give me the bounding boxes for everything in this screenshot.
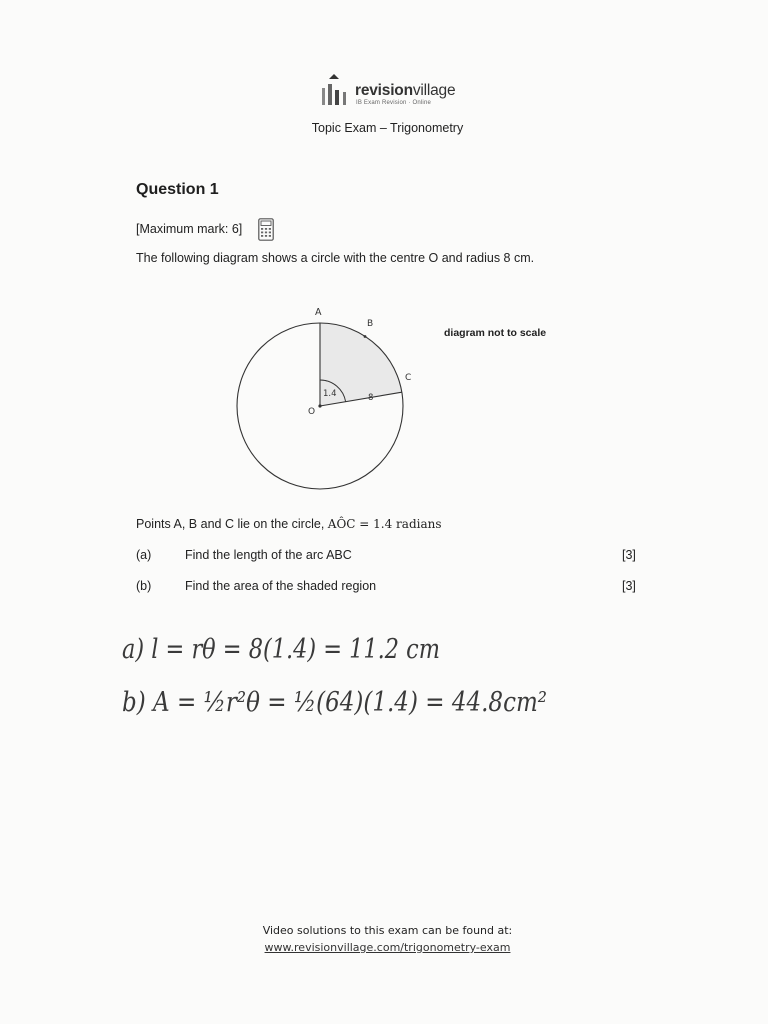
exam-title: Topic Exam – Trigonometry — [311, 121, 464, 135]
label-o: O — [308, 407, 316, 417]
angle-label: 1.4 — [323, 389, 337, 399]
revisionvillage-logo — [320, 72, 480, 112]
question-intro: The following diagram shows a circle with the centre O and radius 8 cm. — [136, 251, 535, 265]
label-c: C — [405, 373, 412, 383]
maximum-mark: [Maximum mark: 6] — [136, 222, 243, 236]
footer-url-link[interactable]: www.revisionvillage.com/trigonometry-exam — [264, 941, 511, 954]
points-statement: Points A, B and C lie on the circle, AÔC = 1.4 radians — [136, 517, 442, 531]
part-b-label: (b) — [136, 579, 152, 593]
point-b — [364, 335, 367, 338]
calculator-icon — [258, 218, 274, 241]
footer — [0, 924, 768, 954]
part-b-marks: [3] — [622, 579, 636, 593]
diagram-note: diagram not to scale — [444, 327, 547, 339]
label-a: A — [315, 307, 322, 318]
handwritten-answers — [118, 622, 598, 732]
label-b: B — [367, 319, 374, 329]
part-a-marks: [3] — [622, 548, 636, 562]
footer-line: Video solutions to this exam can be found at: — [262, 924, 513, 937]
question-title: Question 1 — [136, 181, 219, 198]
handwritten-answer-a: a) l = rθ = 8(1.4) = 11.2 cm — [122, 634, 440, 665]
logo-mark-icon — [320, 72, 352, 108]
part-b-text: Find the area of the shaded region — [185, 579, 377, 593]
part-a-label: (a) — [136, 548, 152, 562]
point-o — [318, 404, 321, 407]
logo-brand-text: revisionvillage — [355, 82, 456, 99]
angle-statement: AÔC = 1.4 radians — [327, 517, 442, 531]
handwritten-answer-b: b) A = ½r²θ = ½(64)(1.4) = 44.8cm² — [122, 687, 547, 718]
logo-tagline: IB Exam Revision · Online — [356, 100, 432, 106]
circle-diagram — [230, 298, 430, 513]
radius-label: 8 — [368, 393, 374, 403]
part-a-text: Find the length of the arc ABC — [185, 548, 352, 562]
